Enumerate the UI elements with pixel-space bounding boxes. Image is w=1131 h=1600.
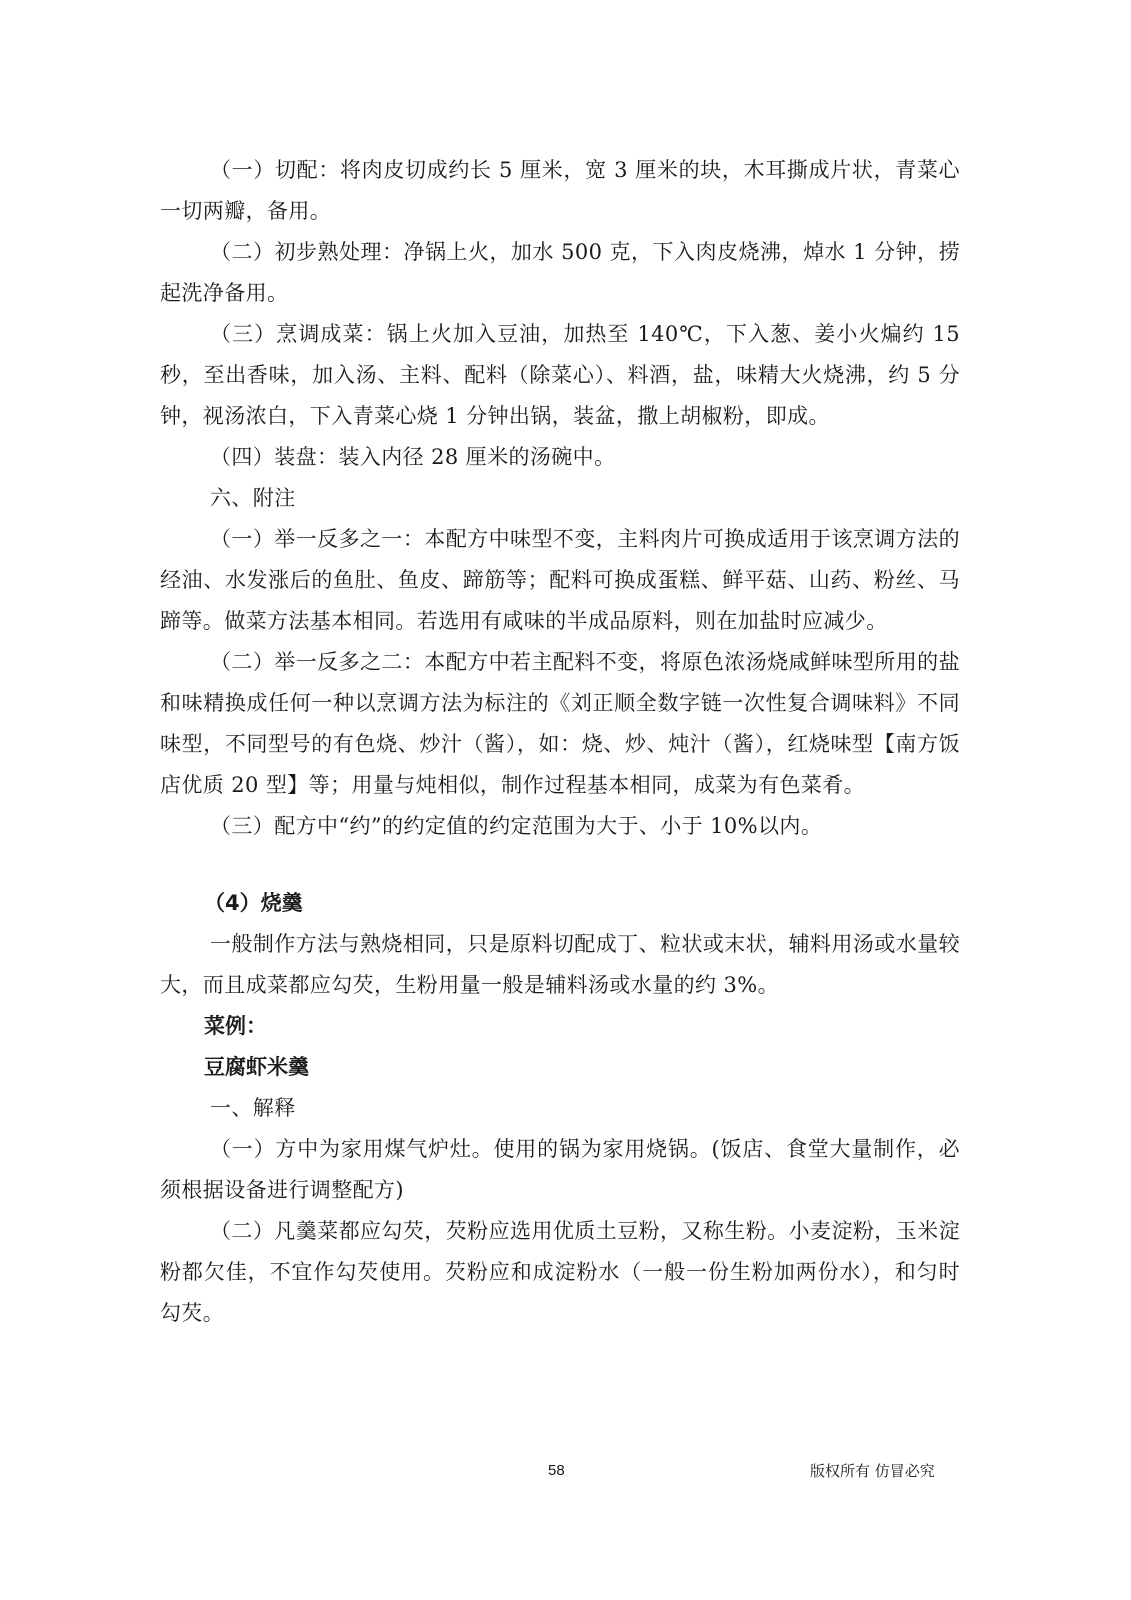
section-title: （4）烧羹: [204, 891, 303, 915]
paragraph-plating: （四）装盘：装入内径 28 厘米的汤碗中。: [210, 445, 616, 469]
section-notes-heading: 六、附注: [210, 486, 296, 510]
copyright-notice: 版权所有 仿冒必究: [810, 1462, 935, 1480]
paragraph-note-3: （三）配方中“约”的约定值的约定范围为大于、小于 10%以内。: [210, 814, 823, 838]
document-body: [160, 150, 960, 1334]
example-label: 菜例：: [204, 1014, 267, 1038]
dish-name: 豆腐虾米羹: [204, 1055, 309, 1079]
paragraph-cutting: （一）切配：将肉皮切成约长 5 厘米，宽 3 厘米的块，木耳撕成片状，青菜心一切两瓣，备用。: [160, 158, 960, 223]
section-intro: 一般制作方法与熟烧相同，只是原料切配成丁、粒状或末状，辅料用汤或水量较大，而且成菜都应勾芡，生粉用量一般是辅料汤或水量的约 3%。: [160, 932, 960, 997]
paragraph-note-1: （一）举一反多之一：本配方中味型不变，主料肉片可换成适用于该烹调方法的经油、水发涨后的鱼肚、鱼皮、蹄筋等；配料可换成蛋糕、鲜平菇、山药、粉丝、马蹄等。做菜方法基本相同。若选用有咸味的半成品原料，则在加盐时应减少。: [160, 527, 960, 633]
paragraph-note-2: （二）举一反多之二：本配方中若主配料不变，将原色浓汤烧咸鲜味型所用的盐和味精换成任何一种以烹调方法为标注的《刘正顺全数字链一次性复合调味料》不同味型，不同型号的有色烧、炒汁（酱），如：烧、炒、炖汁（酱），红烧味型【南方饭店优质 20 型】等；用量与炖相似，制作过程基本相同，成菜为有色菜肴。: [160, 650, 960, 797]
explain-paragraph-2: （二）凡羹菜都应勾芡，芡粉应选用优质土豆粉，又称生粉。小麦淀粉，玉米淀粉都欠佳，不宜作勾芡使用。芡粉应和成淀粉水（一般一份生粉加两份水），和匀时勾芡。: [160, 1219, 960, 1325]
explain-paragraph-1: （一）方中为家用煤气炉灶。使用的锅为家用烧锅。(饭店、食堂大量制作，必须根据设备进行调整配方): [160, 1137, 960, 1202]
paragraph-cooking: （三）烹调成菜：锅上火加入豆油，加热至 140℃，下入葱、姜小火煸约 15 秒，至出香味，加入汤、主料、配料（除菜心）、料酒，盐，味精大火烧沸，约 5 分钟，视汤浓白，下入青菜心烧 1 分钟出锅，装盆，撒上胡椒粉，即成。: [160, 322, 960, 428]
paragraph-preprocess: （二）初步熟处理：净锅上火，加水 500 克，下入肉皮烧沸，焯水 1 分钟，捞起洗净备用。: [160, 240, 960, 305]
page-number: 58: [548, 1462, 565, 1479]
explain-heading: 一、解释: [210, 1096, 296, 1120]
section-gap: [160, 847, 960, 883]
